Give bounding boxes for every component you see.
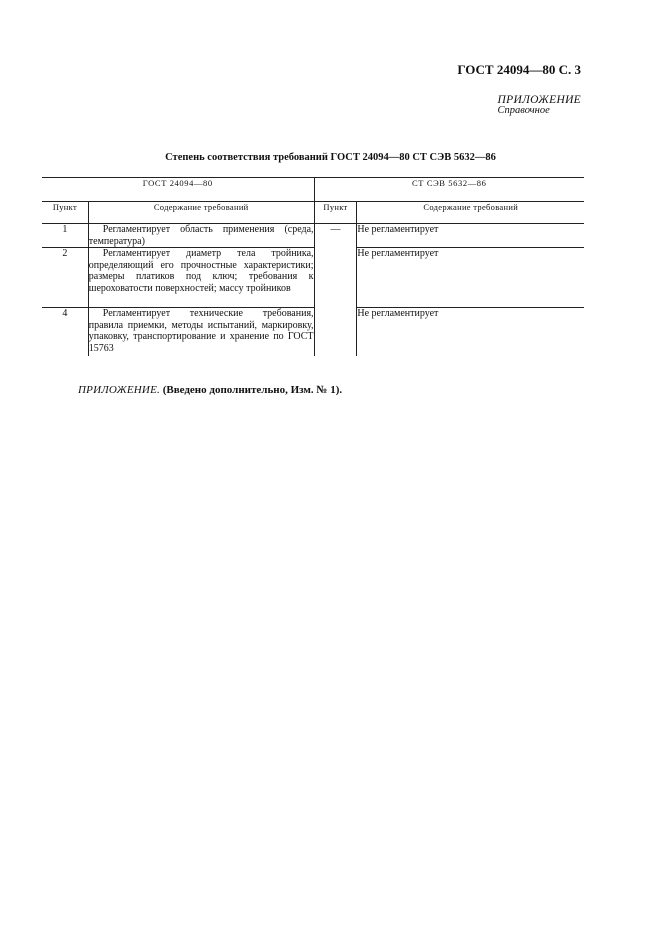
col-header-clause-right: Пункт <box>314 202 357 224</box>
clause-cell: 1 <box>42 224 88 248</box>
clause-cell: 2 <box>42 248 88 308</box>
right-content-cell: Не регламентирует <box>357 224 584 248</box>
comparison-table <box>42 177 584 356</box>
clause-cell: 4 <box>42 308 88 356</box>
table-title: Степень соответствия требований ГОСТ 24094—80 СТ СЭВ 5632—86 <box>165 152 496 163</box>
content-cell: Регламентирует диаметр тела тройника, определяющий его прочностные характеристики; размеры платиков под ключ; требования к шероховатости поверхностей; массу тройников <box>88 248 314 308</box>
right-content-cell: Не регламентирует <box>357 308 584 356</box>
right-clause-dash: — <box>314 224 357 356</box>
appendix-footnote <box>78 384 342 396</box>
col-header-content: Содержание требований <box>88 202 314 224</box>
page-number-header: ГОСТ 24094—80 С. 3 <box>457 62 581 77</box>
content-cell: Регламентирует технические требования, правила приемки, методы испытаний, маркировку, упаковку, транспортирование и хранение по ГОСТ 15763 <box>88 308 314 354</box>
col-header-clause: Пункт <box>42 202 88 224</box>
table-row <box>42 224 584 248</box>
appendix-title: ПРИЛОЖЕНИЕ <box>497 94 581 106</box>
footnote-text: (Введено дополнительно, Изм. № 1). <box>162 384 343 396</box>
right-content-cell: Не регламентирует <box>357 248 584 308</box>
left-group-header: ГОСТ 24094—80 <box>42 178 314 202</box>
right-group-header: СТ СЭВ 5632—86 <box>314 178 584 202</box>
content-cell: Регламентирует область применения (среда, температура) <box>88 224 314 247</box>
footnote-label: ПРИЛОЖЕНИЕ. <box>78 384 160 396</box>
table-column-header-row <box>42 202 584 224</box>
appendix-heading <box>498 94 581 116</box>
table-row <box>42 308 584 356</box>
appendix-subtitle: Справочное <box>497 105 550 116</box>
table-group-header-row <box>42 178 584 202</box>
table-row <box>42 248 584 308</box>
col-header-content-right: Содержание требований <box>357 202 584 224</box>
